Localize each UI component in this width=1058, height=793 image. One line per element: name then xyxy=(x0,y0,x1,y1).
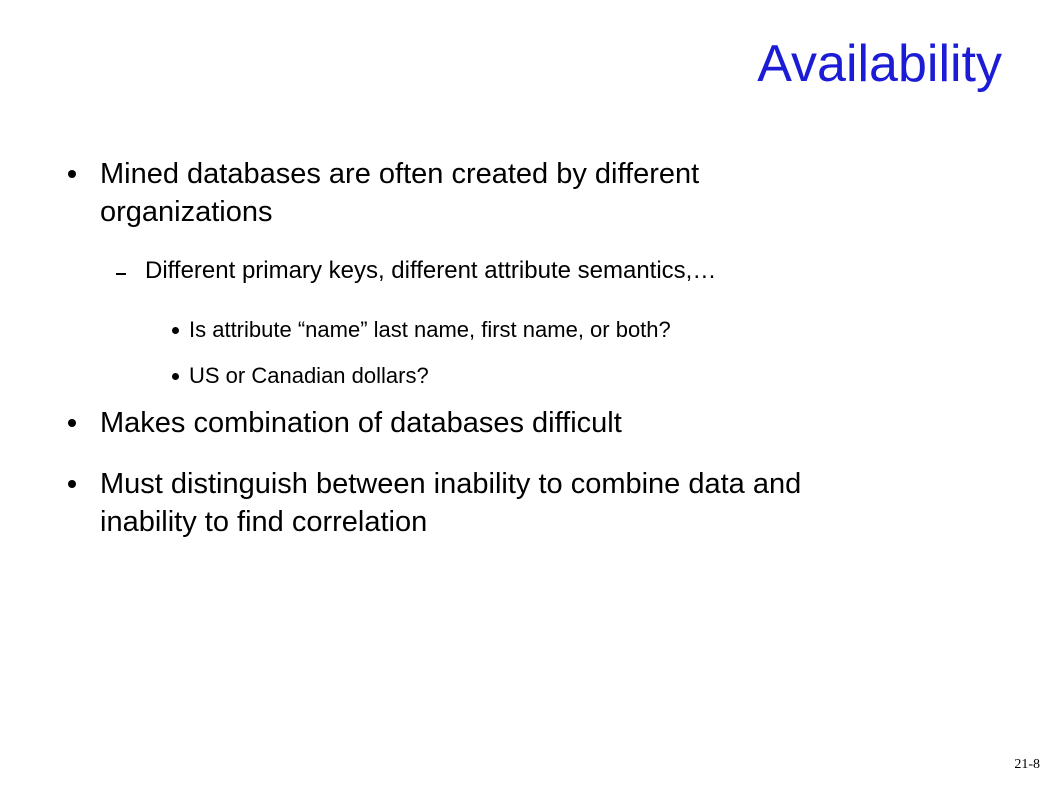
bullet-dot-icon xyxy=(68,480,76,488)
bullet-dot-icon xyxy=(68,170,76,178)
dash-icon xyxy=(116,273,126,275)
bullet-dot-icon xyxy=(68,419,76,427)
bullet-dot-icon xyxy=(172,373,179,380)
page-number: 21-8 xyxy=(1014,757,1040,772)
sub-bullet-text: Different primary keys, different attribute semantics,… xyxy=(145,257,717,284)
bullet-text-line: Mined databases are often created by different xyxy=(100,158,700,190)
bullet-text-line: Must distinguish between inability to combine data and xyxy=(100,468,802,500)
bullet-dot-icon xyxy=(172,327,179,334)
bullet-text-line: Makes combination of databases difficult xyxy=(100,407,622,439)
slide-title: Availability xyxy=(757,35,1002,93)
sub-sub-bullet-text: Is attribute “name” last name, first name, or both? xyxy=(189,317,671,342)
bullet-text-line: inability to find correlation xyxy=(100,506,428,538)
sub-sub-bullet-text: US or Canadian dollars? xyxy=(189,363,429,388)
bullet-text-line: organizations xyxy=(100,196,273,228)
